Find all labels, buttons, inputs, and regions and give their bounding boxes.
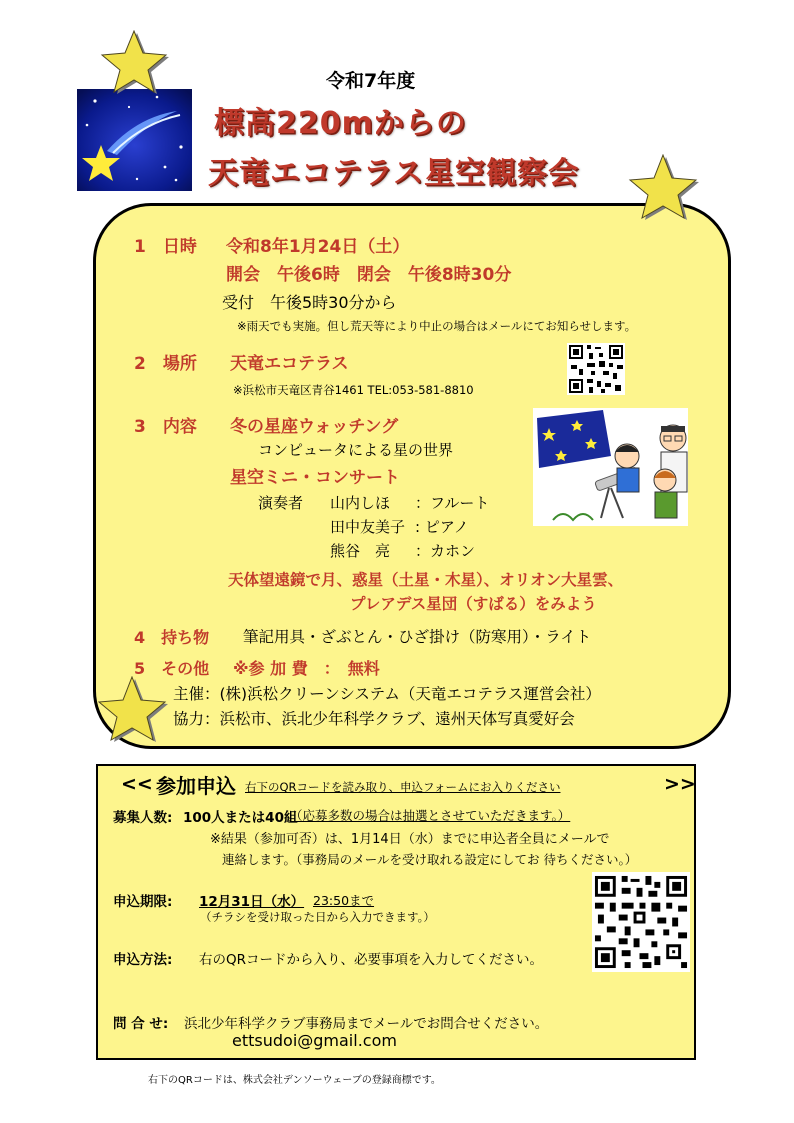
fiscal-year: 令和7年度 <box>326 70 416 92</box>
item3-label: 3 内容 <box>134 417 197 437</box>
contact-label: 問 合 せ: <box>113 1016 169 1032</box>
gold-star-icon <box>97 676 169 744</box>
capacity-note: （応募多数の場合は抽選とさせていただきます。） <box>290 808 571 823</box>
telescope-line-2: プレアデス星団（すばる）をみよう <box>350 595 597 613</box>
result-note-1: ※結果（参加可否）は、1月14日（水）までに申込者全員にメールで <box>210 832 610 847</box>
contact-email[interactable]: ettsudoi@gmail.com <box>232 1031 397 1050</box>
stargazing-family-illustration <box>533 408 688 526</box>
performer-name: 熊谷 亮 <box>330 542 391 560</box>
method-text: 右のQRコードから入り、必要事項を入力してください。 <box>199 952 544 968</box>
performer-instrument: ：フルート <box>415 494 490 512</box>
contact-text: 浜北少年科学クラブ事務局までメールでお問合せください。 <box>184 1016 549 1032</box>
winter-constellations: 冬の星座ウォッチング <box>230 417 399 437</box>
gold-star-icon <box>100 30 170 96</box>
title-line-1: 標高220mからの <box>214 106 467 141</box>
performer-instrument: : ピアノ <box>415 518 469 536</box>
telescope-line-1: 天体望遠鏡で月、惑星（土星・木星）、オリオン大星雲、 <box>228 571 624 589</box>
event-date: 令和8年1月24日（土） <box>226 237 410 257</box>
performer-name: 田中友美子 <box>330 518 406 536</box>
result-note-2: 連絡します。（事務局のメールを受け取れる設定にしてお 待ちください。） <box>222 852 638 867</box>
venue-qr-code[interactable] <box>567 343 625 395</box>
participation-fee: ※参 加 費 ： 無料 <box>233 659 380 678</box>
mini-concert: 星空ミニ・コンサート <box>230 468 400 488</box>
items-to-bring: 筆記用具・ざぶとん・ひざ掛け（防寒用）・ライト <box>243 628 592 646</box>
performer-instrument: ：カホン <box>415 542 476 560</box>
deadline-note: （チラシを受け取った日から入力できます。） <box>200 910 435 924</box>
performers-label: 演奏者 <box>258 494 304 512</box>
apply-heading-note: 右下のQRコードを読み取り、申込フォームにお入りください <box>245 780 561 794</box>
rain-note: ※雨天でも実施。但し荒天等により中止の場合はメールにてお知らせします。 <box>237 319 637 333</box>
performer-name: 山内しほ <box>330 494 391 512</box>
deadline-time: 23:50まで <box>313 893 375 908</box>
venue-name: 天竜エコテラス <box>230 354 349 374</box>
night-sky-illustration <box>77 89 192 191</box>
application-qr-code[interactable] <box>592 872 690 972</box>
item4-label: 4 持ち物 <box>134 628 210 647</box>
apply-heading: 参加申込 <box>156 774 236 798</box>
trademark-note: 右下のQRコードは、株式会社デンソーウェーブの登録商標です。 <box>148 1075 441 1086</box>
reception-time: 受付 午後5時30分から <box>222 293 397 312</box>
deadline-date: 12月31日（水） <box>199 894 305 910</box>
method-label: 申込方法: <box>113 952 173 968</box>
item5-label: 5 その他 <box>134 659 210 678</box>
deadline-label: 申込期限: <box>113 894 173 910</box>
item1-label: 1 日時 <box>134 237 197 257</box>
item2-label: 2 場所 <box>134 354 197 374</box>
computer-program: コンピュータによる星の世界 <box>258 441 454 459</box>
bracket-close: >> <box>664 773 696 795</box>
venue-address: ※浜松市天竜区青谷1461 TEL:053-581-8810 <box>233 383 474 397</box>
title-line-2: 天竜エコテラス星空観察会 <box>208 156 580 191</box>
organizer: 主催：(株)浜松クリーンシステム（天竜エコテラス運営会社） <box>173 685 601 703</box>
event-times: 開会 午後6時 閉会 午後8時30分 <box>226 265 512 285</box>
bracket-open: << <box>121 773 153 795</box>
capacity-label: 募集人数: <box>113 810 173 826</box>
capacity-value: 100人または40組 <box>183 810 298 826</box>
gold-star-icon <box>628 154 700 222</box>
header-text <box>200 60 620 200</box>
cooperators: 協力：浜松市、浜北少年科学クラブ、遠州天体写真愛好会 <box>173 710 575 728</box>
